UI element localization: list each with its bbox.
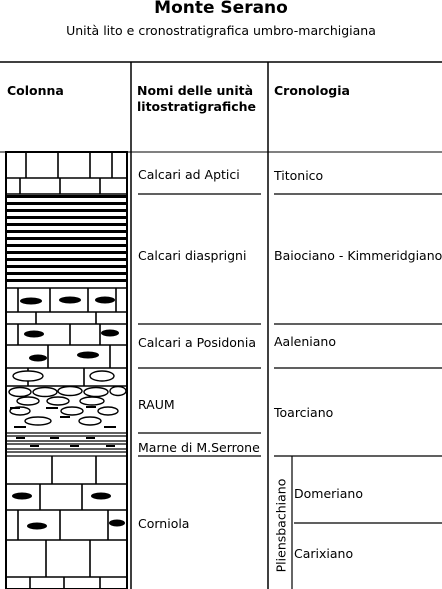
header-column: Colonna <box>7 83 64 98</box>
header-units: Nomi delle unità litostratigrafiche <box>137 83 257 114</box>
chrono-label-carixiano: Carixiano <box>294 546 354 561</box>
layer-marne-di-m-serrone <box>6 433 127 456</box>
diagram-subtitle: Unità lito e cronostratigrafica umbro-marchigiana <box>66 23 376 38</box>
chrono-label-domeriano: Domeriano <box>294 486 363 501</box>
chrono-label-titonico: Titonico <box>274 168 324 183</box>
header-chronology: Cronologia <box>274 83 350 98</box>
unit-label-corniola: Corniola <box>138 516 190 531</box>
chrono-label-pliensbachiano: Pliensbachiano <box>273 478 289 573</box>
unit-label-calcari-ad-aptici: Calcari ad Aptici <box>138 167 240 182</box>
unit-label-marne-di-m-serrone: Marne di M.Serrone <box>138 440 260 455</box>
unit-label-calcari-a-posidonia: Calcari a Posidonia <box>138 335 256 350</box>
chrono-label-aaleniano: Aaleniano <box>274 334 336 349</box>
chrono-label-baiociano-kimmeridgiano: Baiociano - Kimmeridgiano <box>274 248 442 263</box>
unit-label-calcari-diasprigni: Calcari diasprigni <box>138 248 247 263</box>
diagram-title: Monte Serano <box>154 0 288 18</box>
stratigraphic-column <box>6 152 127 589</box>
chrono-label-toarciano: Toarciano <box>274 405 334 420</box>
unit-boundaries <box>138 194 261 456</box>
unit-label-raum: RAUM <box>138 397 175 412</box>
